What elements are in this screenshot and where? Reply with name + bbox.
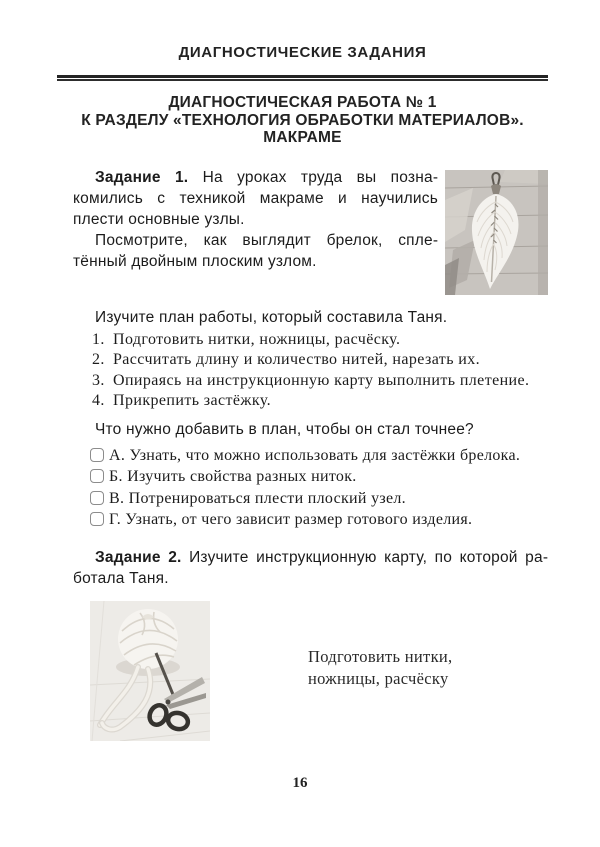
work-title [57, 94, 548, 147]
answer-checkbox-v[interactable] [90, 491, 104, 505]
task1-text-column [57, 167, 438, 295]
plan-item-1 [57, 330, 548, 351]
plan-item-number: 4. [92, 392, 105, 409]
work-title-line1: ДИАГНОСТИЧЕСКАЯ РАБОТА № 1 [168, 94, 437, 111]
option-a-text [109, 445, 548, 467]
option-letter: Б. [109, 468, 123, 485]
plan-item-text: Подготовить нитки, ножницы, расчёску. [113, 330, 401, 348]
answer-option-v [90, 488, 548, 510]
instruction-card-row [57, 601, 548, 741]
task2-section [57, 547, 548, 589]
plan-item-text: Рассчитать длину и количество нитей, нарезать их. [113, 351, 481, 368]
answer-option-a [90, 445, 548, 467]
work-title-line2: К РАЗДЕЛУ «ТЕХНОЛОГИЯ ОБРАБОТКИ МАТЕРИАЛОВ». [81, 111, 524, 129]
macrame-leaf-keychain-photo [445, 170, 548, 295]
plan-item-number: 1. [92, 330, 105, 348]
plan-intro: Изучите план работы, который составила Таня. [95, 308, 448, 326]
yarn-ball-and-scissors-photo [90, 601, 210, 741]
task2-label: Задание 2. [95, 548, 182, 566]
plan-item-4 [57, 391, 548, 412]
plan-item-number: 2. [92, 351, 105, 368]
task1-paragraph2: Посмотрите, как выглядит брелок, сплетённый двойным плоским узлом. [73, 231, 438, 270]
plan-item-2 [57, 350, 548, 371]
answer-option-b [90, 466, 548, 488]
plan-list [57, 330, 548, 412]
option-label: Узнать, от чего зависит размер готового изделия. [125, 511, 473, 528]
section-running-head: ДИАГНОСТИЧЕСКИЕ ЗАДАНИЯ [178, 44, 427, 61]
plan-item-text: Прикрепить застёжку. [113, 392, 272, 409]
answer-checkbox-b[interactable] [90, 469, 104, 483]
task2-text: Изучите инструкционную карту, по которой работала Таня. [73, 548, 548, 587]
option-b-text [109, 466, 548, 488]
plan-item-3 [57, 371, 548, 392]
plan-item-text: Опираясь на инструкционную карту выполнить плетение. [113, 371, 530, 389]
answer-options [57, 445, 548, 531]
answer-checkbox-g[interactable] [90, 512, 104, 526]
option-label: Узнать, что можно использовать для застёжки брелока. [129, 446, 521, 464]
page-number: 16 [292, 775, 308, 791]
task1-section [57, 167, 548, 295]
question-text: Что нужно добавить в план, чтобы он стал точнее? [95, 420, 474, 438]
option-label: Изучить свойства разных ниток. [127, 468, 357, 485]
option-letter: В. [109, 489, 125, 507]
option-letter: Г. [109, 511, 122, 528]
task1-paragraph1-text: На уроках труда вы познакомились с техникой макраме и научились плести основные узлы. [73, 168, 438, 228]
task1-label: Задание 1. [95, 168, 189, 186]
option-letter: А. [109, 446, 126, 464]
answer-checkbox-a[interactable] [90, 448, 104, 462]
option-v-text [109, 488, 548, 510]
double-rule-divider [57, 75, 548, 81]
work-title-line3: МАКРАМЕ [263, 129, 342, 146]
option-label: Потренироваться плести плоский узел. [128, 489, 406, 507]
instruction-step-caption: Подготовить нитки, ножницы, расчёску [308, 646, 453, 688]
option-g-text [109, 509, 548, 531]
task1-paragraph1 [73, 167, 438, 230]
plan-item-number: 3. [92, 371, 105, 389]
answer-option-g [90, 509, 548, 531]
